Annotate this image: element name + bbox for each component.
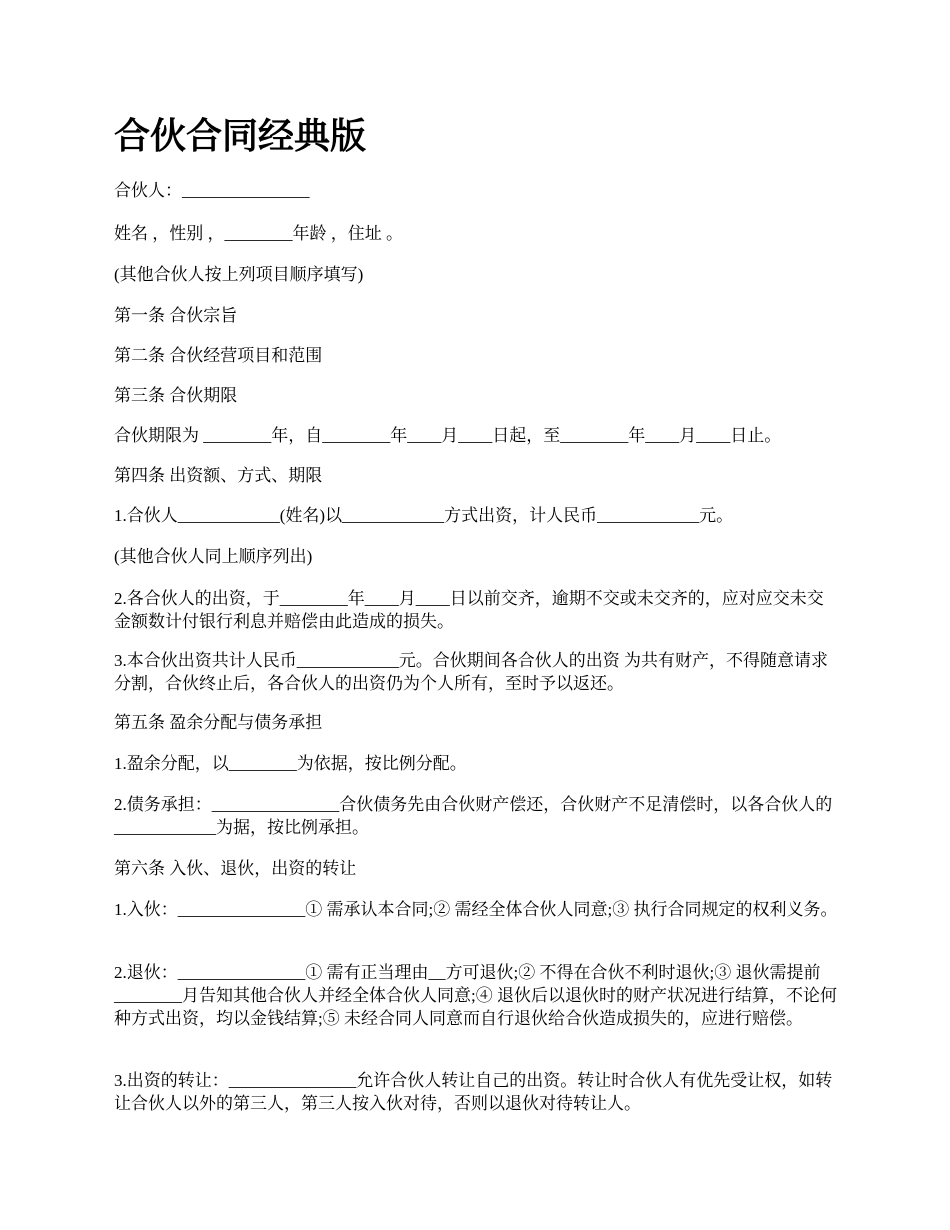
paragraph-other-partners-note: (其他合伙人按上列项目顺序填写) — [114, 265, 364, 284]
paragraph-joining: 1.入伙：_______________① 需承认本合同;② 需经全体合伙人同意;③ 执行合同规定的权利义务。 — [114, 900, 838, 919]
heading-article-6: 第六条 入伙、退伙，出资的转让 — [114, 859, 357, 878]
heading-article-3: 第三条 合伙期限 — [114, 386, 238, 405]
paragraph-contribution-3: 3.本合伙出资共计人民币____________元。合伙期间各合伙人的出资 为共有财产，不得随意请求分割，合伙终止后，各合伙人的出资仍为个人所有，至时予以返还。 — [114, 651, 828, 693]
paragraph-debt-liability: 2.债务承担：_______________合伙债务先由合伙财产偿还，合伙财产不足清偿时，以各合伙人的____________为据，按比例承担。 — [114, 795, 833, 837]
heading-article-2: 第二条 合伙经营项目和范围 — [114, 346, 323, 365]
paragraph-partner: 合伙人：_______________ — [114, 181, 310, 200]
paragraph-profit-distribution: 1.盈余分配，以________为依据，按比例分配。 — [114, 754, 467, 773]
paragraph-contribution-1: 1.合伙人____________(姓名)以____________方式出资，计人民币____________元。 — [114, 506, 734, 525]
paragraph-term: 合伙期限为 ________年，自________年____月____日起，至________年____月____日止。 — [114, 426, 782, 445]
paragraph-other-partners-listed: (其他合伙人同上顺序列出) — [114, 547, 313, 566]
paragraph-withdrawal: 2.退伙：_______________① 需有正当理由__方可退伙;② 不得在合伙不利时退伙;③ 退伙需提前________月告知其他合伙人并经全体合伙人同意;④ 退伙后以退伙时的财产状况进行结算，不论何种方式出资，均以金钱结算;⑤ 未经合同人同意而自行退伙给合伙造成损失的，应进行赔偿。 — [114, 963, 837, 1028]
heading-article-4: 第四条 出资额、方式、期限 — [114, 466, 323, 485]
heading-article-1: 第一条 合伙宗旨 — [114, 306, 238, 325]
paragraph-transfer: 3.出资的转让：_______________允许合伙人转让自己的出资。转让时合伙人有优先受让权，如转让合伙人以外的第三人，第三人按入伙对待，否则以退伙对待转让人。 — [114, 1071, 833, 1113]
paragraph-contribution-2: 2.各合伙人的出资，于________年____月____日以前交齐，逾期不交或未交齐的，应对应交未交金额数计付银行利息并赔偿由此造成的损失。 — [114, 589, 824, 631]
heading-article-5: 第五条 盈余分配与债务承担 — [114, 713, 323, 732]
paragraph-partner-details: 姓名 ，性别 ，________年龄 ，住址 。 — [114, 224, 403, 243]
document-title: 合伙合同经典版 — [114, 116, 367, 156]
